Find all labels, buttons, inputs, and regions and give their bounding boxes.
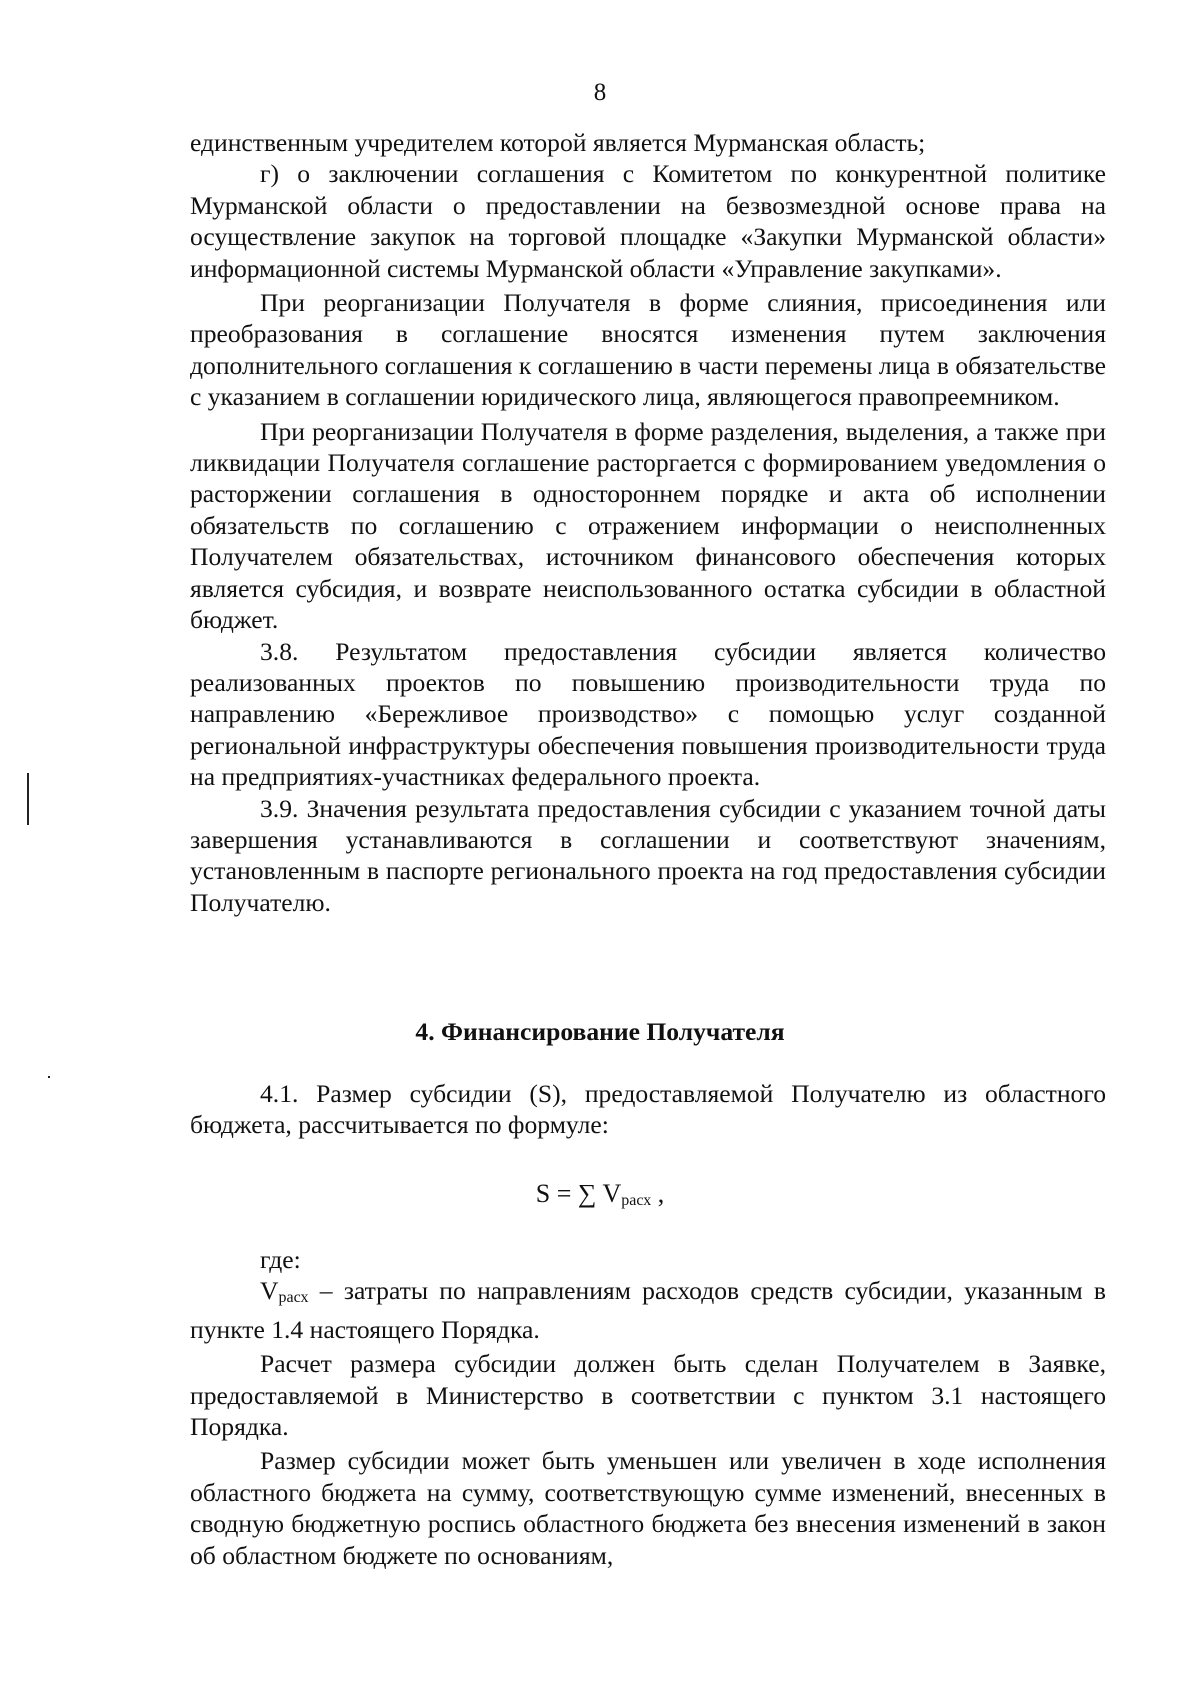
section-4-heading: 4. Финансирование Получателя bbox=[415, 1017, 785, 1046]
where-label: где: bbox=[260, 1245, 301, 1274]
v-definition-text: – затраты по направлениям расходов средств субсидии, указанным в пункте 1.4 настоящего Порядка. bbox=[190, 1276, 1106, 1344]
v-subscript: расх bbox=[278, 1289, 309, 1307]
formula-explanation bbox=[190, 1244, 1106, 1571]
formula-subscript: расх bbox=[621, 1192, 652, 1209]
page-number: 8 bbox=[593, 79, 607, 106]
paragraph-subsidy-change: Размер субсидии может быть уменьшен или увеличен в ходе исполнения областного бюджета на сумму, соответствующую сумме изменений, внесенных в сводную бюджетную роспись областного бюджета без внесения изменений в закон об областном бюджете по основаниям, bbox=[190, 1446, 1106, 1570]
formula-tail: , bbox=[651, 1179, 665, 1208]
paragraph-4-1: 4.1. Размер субсидии (S), предоставляемой Получателю из областного бюджета, рассчитывается по формуле: bbox=[190, 1079, 1106, 1140]
scan-dot-mark bbox=[48, 1076, 50, 1078]
paragraph-3-8: 3.8. Результатом предоставления субсидии является количество реализованных проектов по повышению производительности труда по направлению «Бережливое производство» с помощью услуг созданной региональной инфраструктуры обеспечения повышения производительности труда на предприятиях-участниках федерального проекта. bbox=[190, 636, 1106, 792]
subsidy-formula bbox=[0, 1178, 1200, 1217]
paragraph-reorganization-merger: При реорганизации Получателя в форме слияния, присоединения или преобразования в соглашение вносятся изменения путем заключения дополнительного соглашения к соглашению в части перемены лица в обязательстве с указанием в соглашении юридического лица, являющегося правопреемником. bbox=[190, 288, 1106, 412]
paragraph-calculation: Расчет размера субсидии должен быть сделан Получателем в Заявке, предоставляемой в Министерство в соответствии с пунктом 3.1 настоящего Порядка. bbox=[190, 1349, 1106, 1442]
v-definition bbox=[190, 1275, 1106, 1345]
formula-main: S = ∑ V bbox=[535, 1179, 622, 1208]
paragraph-4-1-block bbox=[190, 1078, 1106, 1141]
section-3-text bbox=[190, 127, 1106, 918]
paragraph-continuation: единственным учредителем которой является Мурманская область; bbox=[190, 128, 926, 157]
paragraph-reorganization-division: При реорганизации Получателя в форме разделения, выделения, а также при ликвидации Получателя соглашение расторгается с формированием уведомления о расторжении соглашения в одностороннем порядке и акта об исполнении обязательств по соглашению с отражением информации о неисполненных Получателем обязательствах, источником финансового обеспечения которых является субсидия, и возврате неиспользованного остатка субсидии в областной бюджет. bbox=[190, 416, 1106, 635]
paragraph-item-g: г) о заключении соглашения с Комитетом по конкурентной политике Мурманской области о предоставлении на безвозмездной основе права на осуществление закупок на торговой площадке «Закупки Мурманской области» информационной системы Мурманской области «Управление закупками». bbox=[190, 159, 1106, 283]
scan-edge-mark bbox=[27, 773, 29, 825]
paragraph-3-9: 3.9. Значения результата предоставления субсидии с указанием точной даты завершения устанавливаются в соглашении и соответствуют значениям, установленным в паспорте регионального проекта на год предоставления субсидии Получателю. bbox=[190, 793, 1106, 917]
v-symbol: V bbox=[260, 1276, 279, 1306]
